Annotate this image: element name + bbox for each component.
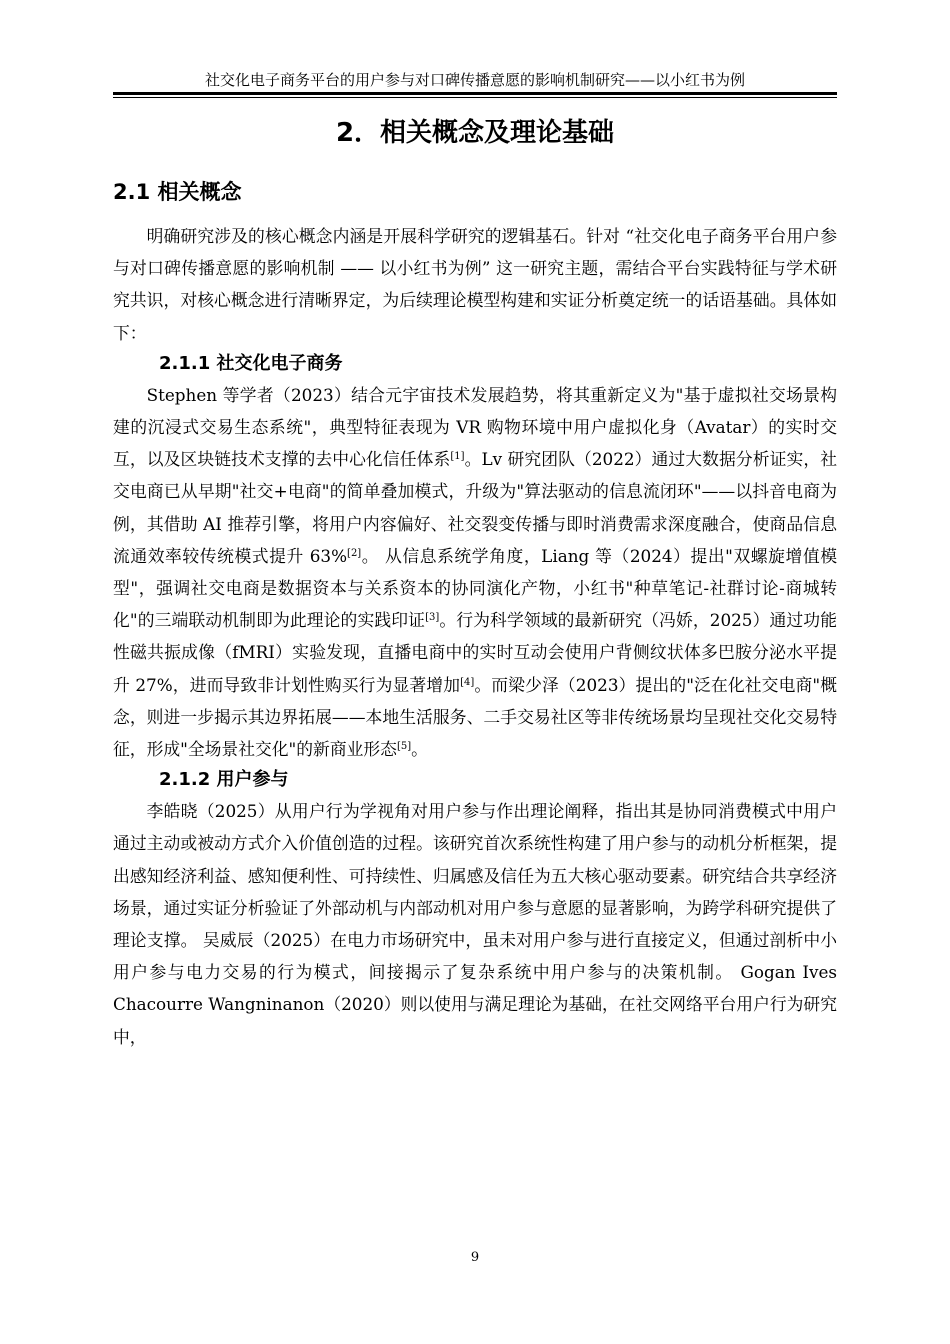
chapter-title: 2．相关概念及理论基础 bbox=[335, 118, 615, 148]
citation-ref: [1] bbox=[450, 451, 465, 463]
text-run: 。Lv 研究团队（2022）通过大数据分析证实，社交电商已从早期"社交+电商"的简单叠加模式，升级为"算法驱动的信息流闭环"——以抖音电商为例，其借助 AI 推荐引擎，将用户内容偏好、社交裂变传播与即时消费需求深度融合，使商品信息流通效率较传统模式提升 63% bbox=[113, 449, 837, 566]
citation-ref: [5] bbox=[396, 741, 412, 753]
intro-paragraph: 明确研究涉及的核心概念内涵是开展科学研究的逻辑基石。针对 “社交化电子商务平台用户参与对口碑传播意愿的影响机制 —— 以小红书为例” 这一研究主题，需结合平台实践特征与学术研究共识，对核心概念进行清晰界定，为后续理论模型构建和实证分析奠定统一的话语基础。具体如下： bbox=[113, 226, 837, 343]
text-run: 。而梁少泽（2023）提出的"泛在化社交电商"概念，则进一步揭示其边界拓展——本地生活服务、二手交易社区等非传统场景均呈现社交化交易特征，形成"全场景社交化"的新商业形态 bbox=[113, 674, 837, 760]
paragraph-social-ecommerce bbox=[113, 379, 837, 765]
text-run: 。 bbox=[411, 739, 428, 760]
page-number: 9 bbox=[470, 1250, 480, 1265]
citation-ref: [2] bbox=[347, 547, 362, 559]
text-run: 。 从信息系统学角度，Liang 等（2024）提出"双螺旋增值模型"，强调社交电商是数据资本与关系资本的协同演化产物，小红书"种草笔记-社群讨论-商城转化"的三端联动机制即为此理论的实践印证 bbox=[113, 545, 837, 631]
running-header: 社交化电子商务平台的用户参与对口碑传播意愿的影响机制研究——以小红书为例 bbox=[204, 71, 745, 89]
section-heading-2-1: 2.1 相关概念 bbox=[113, 180, 242, 204]
header-rule bbox=[113, 92, 837, 98]
citation-ref: [4] bbox=[460, 676, 475, 688]
citation-ref: [3] bbox=[425, 612, 440, 624]
paragraph-user-participation: 李皓晓（2025）从用户行为学视角对用户参与作出理论阐释，指出其是协同消费模式中用户通过主动或被动方式介入价值创造的过程。该研究首次系统性构建了用户参与的动机分析框架，提出感知经济利益、感知便利性、可持续性、归属感及信任为五大核心驱动要素。研究结合共享经济场景，通过实证分析验证了外部动机与内部动机对用户参与意愿的显著影响，为跨学科研究提供了理论支撑。 吴威辰（2025）在电力市场研究中，虽未对用户参与进行直接定义，但通过剖析中小用户参与电力交易的行为模式，间接揭示了复杂系统中用户参与的决策机制。 Gogan Ives Chacourre Wangninanon（2020）则以使用与满足理论为基础，在社交网络平台用户行为研究中， bbox=[113, 801, 837, 1047]
text-run: 。行为科学领域的最新研究（冯娇，2025）通过功能性磁共振成像（fMRI）实验发现，直播电商中的实时互动会使用户背侧纹状体多巴胺分泌水平提升 27%，进而导致非计划性购买行为显著增加 bbox=[113, 610, 837, 695]
text-run: Stephen 等学者（2023）结合元宇宙技术发展趋势，将其重新定义为"基于虚拟社交场景构建的沉浸式交易生态系统"，典型特征表现为 VR 购物环境中用户虚拟化身（Avatar）的实时交互，以及区块链技术支撑的去中心化信任体系 bbox=[113, 384, 837, 470]
section-heading-2-1-2: 2.1.2 用户参与 bbox=[159, 769, 289, 791]
section-heading-2-1-1: 2.1.1 社交化电子商务 bbox=[159, 352, 343, 374]
document-body bbox=[113, 170, 837, 1053]
